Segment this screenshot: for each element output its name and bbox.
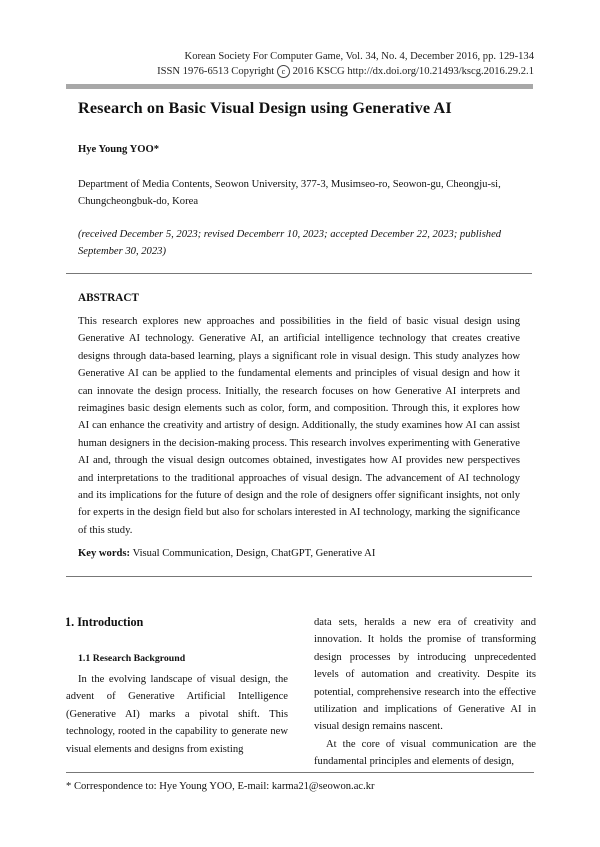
doi-text: 2016 KSCG http://dx.doi.org/10.21493/kscg.2016.29.2.1 (292, 66, 534, 77)
right-column (314, 614, 536, 771)
copyright-symbol: c (277, 65, 290, 78)
subsection-heading-background: 1.1 Research Background (78, 653, 186, 664)
footnote-correspondence: * Correspondence to: Hye Young YOO, E-mail: karma21@seowon.ac.kr (66, 781, 375, 792)
header-bar (66, 84, 533, 89)
paper-title: Research on Basic Visual Design using Generative AI (78, 99, 452, 117)
issn-copyright-text: ISSN 1976-6513 Copyright (157, 66, 275, 77)
section-heading-introduction: 1. Introduction (65, 615, 144, 629)
publication-dates: (received December 5, 2023; revised Decemberr 10, 2023; accepted December 22, 2023; published September 30, 2023) (78, 229, 502, 257)
divider-top (66, 273, 532, 274)
paragraph: data sets, heralds a new era of creativity and innovation. It holds the promise of transforming design processes by introducing unprecedented levels of automation and creativity. Despite its potential, comprehensive research into the effective utilization and implications of Generative AI in visual design remains nascent. (314, 617, 536, 733)
journal-issn-line (157, 64, 534, 79)
footnote-divider (66, 772, 534, 773)
affiliation: Department of Media Contents, Seowon University, 377-3, Musimseo-ro, Seowon-gu, Cheongju-si, Chungcheongbuk-do, Korea (78, 179, 501, 207)
left-column (66, 671, 288, 758)
abstract-text: This research explores new approaches and possibilities in the field of basic visual design using Generative AI technology. Generative AI, an artificial intelligence technology that creates creative designs through data-based learning, plays a significant role in visual design. This study analyzes how Generative AI can be applied to the fundamental elements and principles of visual design and how it can innovate the design process. Initially, the research focuses on how Generative AI interprets and reimagines basic design elements such as color, form, and composition. Through this, it explores how AI can enhance the creativity and artistry of design. Additionally, the study examines how AI can assist human designers in the decision-making process. This research involves experimenting with Generative AI and, through the visual design outcomes obtained, investigates how AI provides new perspectives and interpretations to the traditional approaches of visual design. The advancement of AI technology and its implications for the future of design and the role of designers offer significant insights, not only for experts in the design field but also for scholars interested in AI technology, marking the significance of this study. (78, 316, 520, 536)
keywords-text: Visual Communication, Design, ChatGPT, Generative AI (132, 548, 376, 559)
paragraph: In the evolving landscape of visual design, the advent of Generative Artificial Intelligence (Generative AI) marks a pivotal shift. This technology, rooted in the capability to generate new visual elements and designs from existing (66, 674, 288, 755)
journal-citation: Korean Society For Computer Game, Vol. 34, No. 4, December 2016, pp. 129-134 (184, 51, 534, 62)
keywords-label: Key words: (78, 548, 131, 559)
paragraph: At the core of visual communication are the fundamental principles and elements of design, (314, 738, 536, 768)
abstract-heading: ABSTRACT (78, 292, 139, 304)
author-name: Hye Young YOO* (78, 144, 160, 155)
divider-abstract (66, 576, 532, 577)
keywords (78, 548, 375, 559)
